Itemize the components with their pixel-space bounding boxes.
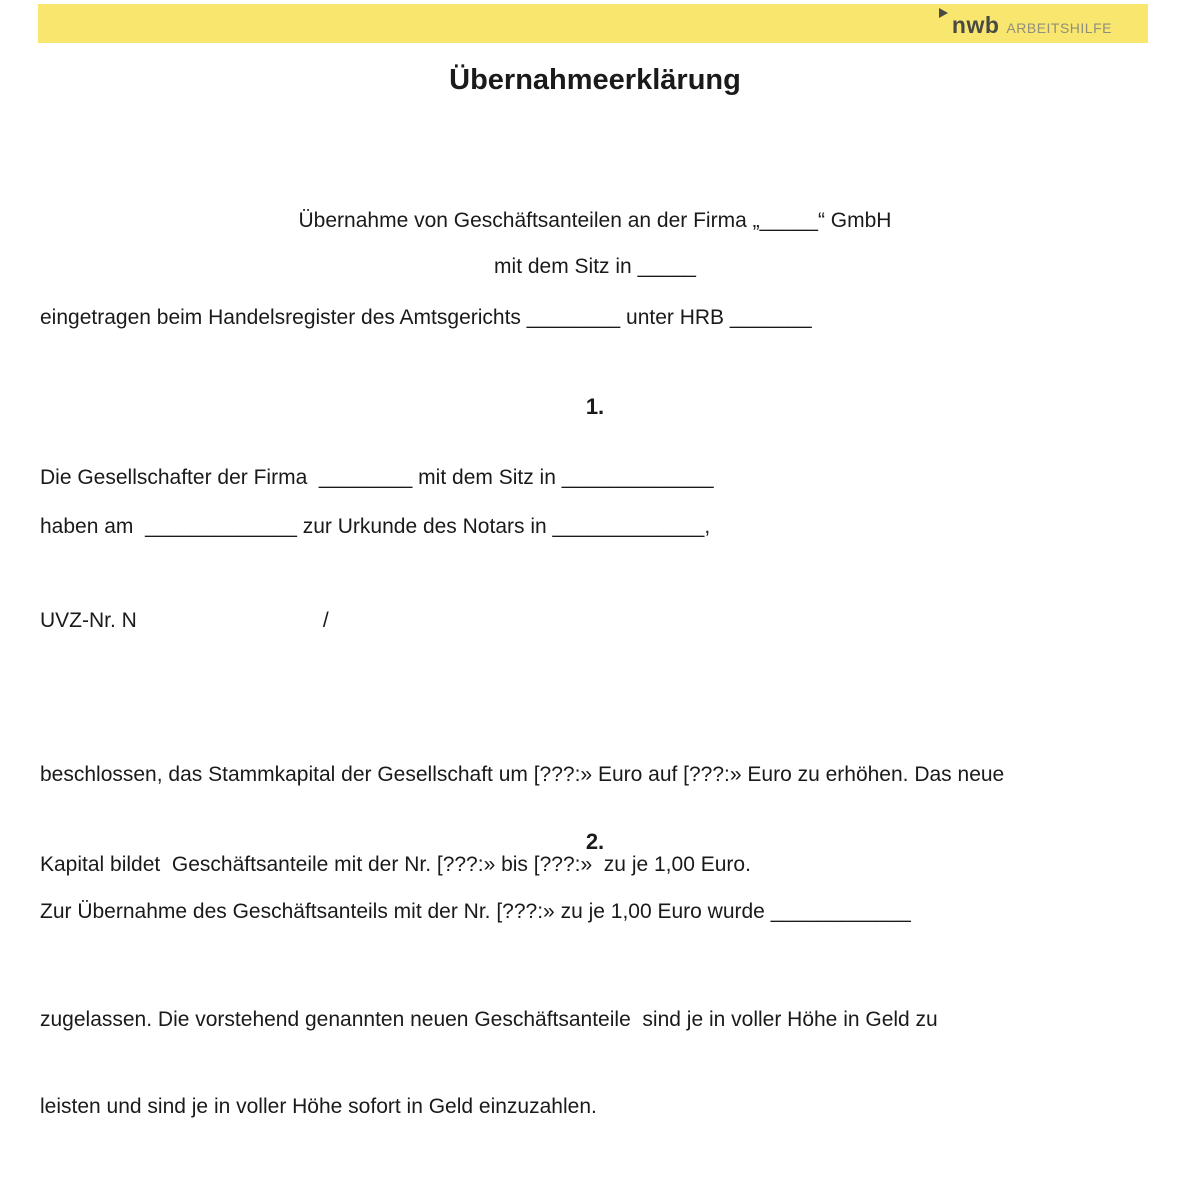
section-2-paragraph-line-2: leisten und sind je in voller Höhe sofort in Geld einzuzahlen.	[40, 1095, 597, 1118]
section-2-paragraph	[40, 947, 1158, 1179]
section-1-line-2: haben am _____________ zur Urkunde des Notars in _____________,	[40, 515, 711, 538]
uvz-slash: /	[322, 609, 329, 632]
uvz-line	[40, 606, 329, 636]
section-2-number: 2.	[585, 829, 605, 854]
section-1-paragraph-line-2: Kapital bildet Geschäftsanteile mit der Nr. [???:» bis [???:» zu je 1,00 Euro.	[40, 853, 751, 876]
uvz-label: UVZ-Nr. N	[40, 609, 137, 632]
section-1-paragraph-line-1: beschlossen, das Stammkapital der Gesellschaft um [???:» Euro auf [???:» Euro zu erhöhen. Das neue	[40, 763, 1005, 786]
document-title: Übernahmeerklärung	[449, 64, 741, 96]
register-line: eingetragen beim Handelsregister des Amtsgerichts ________ unter HRB _______	[40, 306, 812, 329]
subject-line-1: Übernahme von Geschäftsanteilen an der Firma „_____“ GmbH	[298, 209, 892, 232]
header-bar	[38, 4, 1148, 43]
brand-logo	[939, 12, 1112, 39]
brand-suffix: ARBEITSHILFE	[1006, 20, 1112, 36]
section-1-line-1: Die Gesellschafter der Firma ________ mit dem Sitz in _____________	[40, 466, 714, 489]
brand-arrow-icon	[939, 8, 948, 18]
brand-name: nwb	[951, 12, 1000, 38]
section-1-number: 1.	[585, 394, 605, 419]
section-2-paragraph-line-1: zugelassen. Die vorstehend genannten neuen Geschäftsanteile sind je in voller Höhe in Geld zu	[40, 1008, 938, 1031]
subject-line-2: mit dem Sitz in _____	[494, 255, 696, 278]
section-2-line-1: Zur Übernahme des Geschäftsanteils mit der Nr. [???:» zu je 1,00 Euro wurde ____________	[40, 900, 911, 923]
